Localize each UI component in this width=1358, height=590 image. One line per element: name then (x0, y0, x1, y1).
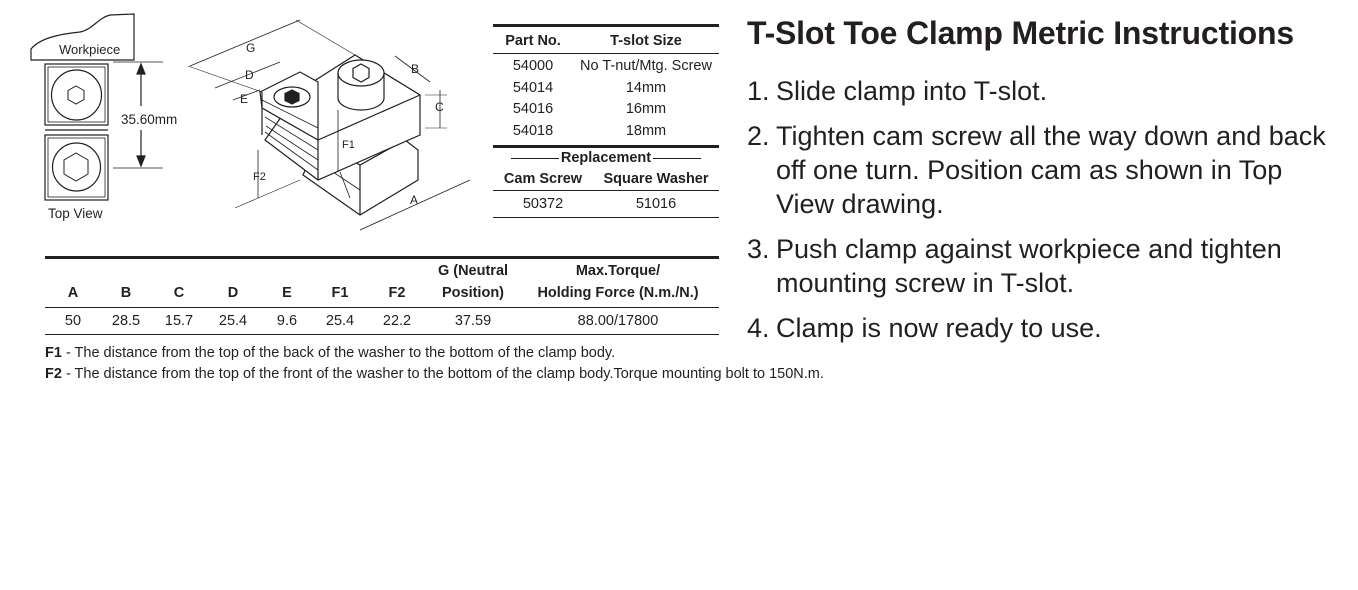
replacement-header: Cam Screw Square Washer (493, 168, 719, 191)
top-view-box-upper (45, 64, 108, 125)
footnote-f1: F1 - The distance from the top of the back of the washer to the bottom of the clamp body. (45, 345, 616, 361)
list-item: 3. Push clamp against workpiece and tighten mounting screw in T-slot. (747, 234, 1282, 298)
page-title: T-Slot Toe Clamp Metric Instructions (747, 15, 1294, 51)
dim-label-c: C (435, 100, 444, 114)
list-item: 1. Slide clamp into T-slot. (747, 76, 1048, 106)
part-table-header (493, 27, 719, 54)
table-row: 54016 16mm (512, 101, 667, 117)
part-number-table (493, 24, 719, 218)
footnotes (45, 343, 824, 384)
dimension-table-header: A B C D E F1 F2 G (Neutral Position) Max.Torque/ Holding Force (N.m./N.) (45, 259, 719, 308)
slot-size-header: T-slot Size (610, 33, 682, 49)
part-no-header: Part No. (505, 33, 561, 49)
dim-label-g: G (246, 41, 256, 55)
clamp-diagram (0, 0, 490, 250)
table-row: 54018 18mm (512, 122, 667, 139)
top-view-label: Top View (48, 206, 103, 221)
dim-label-f2: F2 (253, 171, 266, 183)
instruction-steps (747, 74, 1347, 356)
dim-label-e: E (240, 92, 249, 106)
table-row: 54014 14mm (512, 79, 667, 96)
table-row: 50372 51016 (493, 191, 719, 218)
dim-label-b: B (411, 62, 420, 76)
workpiece-label: Workpiece (59, 42, 121, 57)
dim-label-a: A (410, 193, 419, 207)
footnote-f2: F2 - The distance from the top of the front of the washer to the bottom of the clamp body.Torque mounting bolt to 150N.m. (45, 365, 824, 382)
replacement-title: Replacement (493, 148, 719, 168)
top-view-box-lower (45, 135, 108, 200)
dim-label-d: D (245, 68, 254, 82)
list-item: 2. Tighten cam screw all the way down and back off one turn. Position cam as shown in Top View drawing. (747, 121, 1326, 219)
dim-label-f1: F1 (342, 139, 355, 151)
height-dimension-label: 35.60mm (121, 112, 178, 127)
table-row: 50 28.5 15.7 25.4 9.6 25.4 22.2 37.59 88.00/17800 (64, 313, 659, 329)
list-item: 4. Clamp is now ready to use. (747, 313, 1102, 343)
dimension-table (45, 256, 719, 335)
table-row: 54000 No T-nut/Mtg. Screw (512, 58, 712, 74)
